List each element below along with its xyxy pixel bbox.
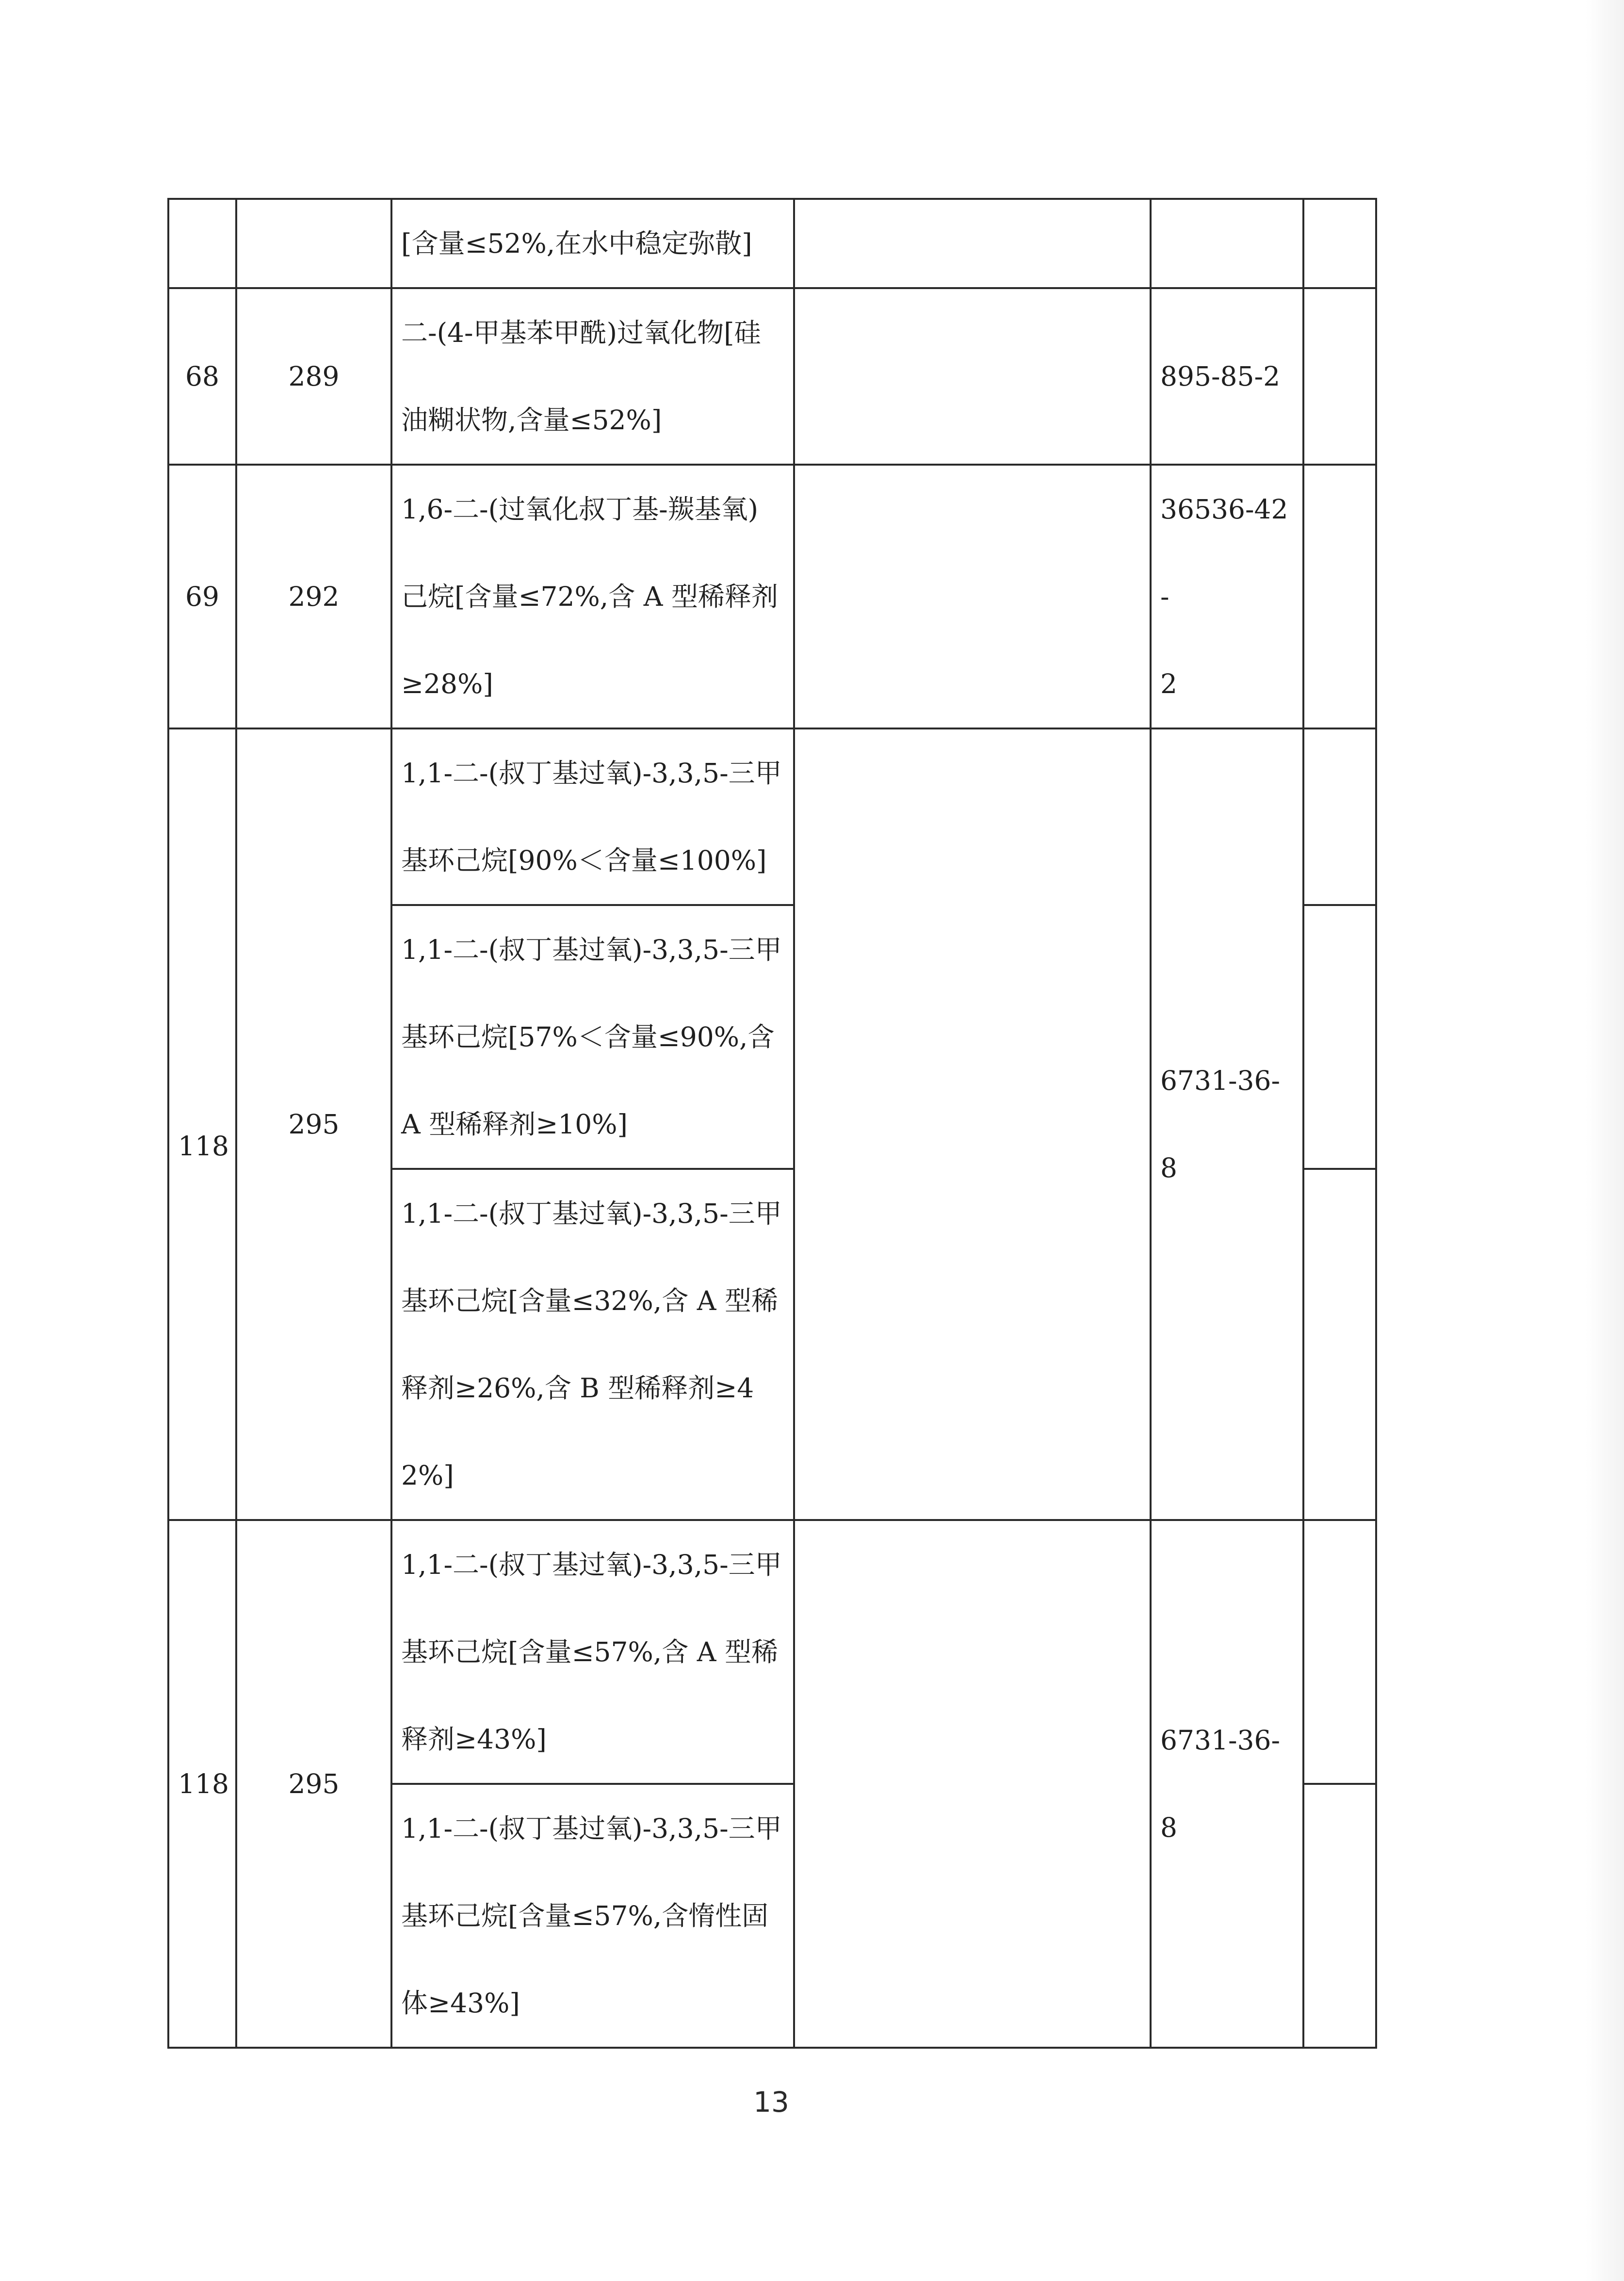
name-cell: 1,1-二-(叔丁基过氧)-3,3,5-三甲基环己烷[含量≤32%,含 A 型稀释剂≥26%,含 B 型稀释剂≥42%]: [391, 1169, 794, 1520]
table-row: [168, 1520, 1376, 1784]
id-cell: 292: [236, 465, 391, 728]
note-cell: [1303, 728, 1376, 905]
seq-cell: [168, 199, 236, 288]
alias-cell: [794, 288, 1151, 465]
note-cell: [1303, 1520, 1376, 1784]
id-cell: [236, 199, 391, 288]
cas-line: 36536-42-: [1160, 494, 1288, 612]
name-cell: 1,1-二-(叔丁基过氧)-3,3,5-三甲基环己烷[90%＜含量≤100%]: [391, 728, 794, 905]
alias-cell: [794, 199, 1151, 288]
cas-cell: [1151, 465, 1303, 728]
name-cell: 1,1-二-(叔丁基过氧)-3,3,5-三甲基环己烷[含量≤57%,含惰性固体≥43%]: [391, 1784, 794, 2048]
alias-cell: [794, 465, 1151, 728]
id-cell: 295: [236, 728, 391, 1520]
seq-cell: 118: [168, 728, 236, 1520]
seq-cell: 68: [168, 288, 236, 465]
page-number: 13: [753, 2086, 789, 2119]
scan-edge-shade: [1585, 0, 1624, 2281]
alias-cell: [794, 1520, 1151, 2048]
cas-cell: 895-85-2: [1151, 288, 1303, 465]
table-row: [168, 465, 1376, 728]
chemical-table: [167, 198, 1377, 2049]
table-row: [168, 199, 1376, 288]
id-cell: 295: [236, 1520, 391, 2048]
name-cell: [含量≤52%,在水中稳定弥散]: [391, 199, 794, 288]
name-cell: 1,1-二-(叔丁基过氧)-3,3,5-三甲基环己烷[含量≤57%,含 A 型稀释剂≥43%]: [391, 1520, 794, 1784]
note-cell: [1303, 1169, 1376, 1520]
table-row: [168, 728, 1376, 905]
note-cell: [1303, 1784, 1376, 2048]
note-cell: [1303, 905, 1376, 1169]
seq-cell: 69: [168, 465, 236, 728]
note-cell: [1303, 465, 1376, 728]
alias-cell: [794, 728, 1151, 1520]
cas-cell: [1151, 199, 1303, 288]
name-cell: 1,6-二-(过氧化叔丁基-羰基氧)己烷[含量≤72%,含 A 型稀释剂≥28%]: [391, 465, 794, 728]
note-cell: [1303, 199, 1376, 288]
id-cell: 289: [236, 288, 391, 465]
name-cell: 二-(4-甲基苯甲酰)过氧化物[硅油糊状物,含量≤52%]: [391, 288, 794, 465]
seq-cell: 118: [168, 1520, 236, 2048]
table-row: [168, 288, 1376, 465]
name-cell: 1,1-二-(叔丁基过氧)-3,3,5-三甲基环己烷[57%＜含量≤90%,含 A 型稀释剂≥10%]: [391, 905, 794, 1169]
cas-cell: 6731-36-8: [1151, 1520, 1303, 2048]
cas-line: 2: [1160, 668, 1177, 699]
cas-cell: 6731-36-8: [1151, 728, 1303, 1520]
note-cell: [1303, 288, 1376, 465]
